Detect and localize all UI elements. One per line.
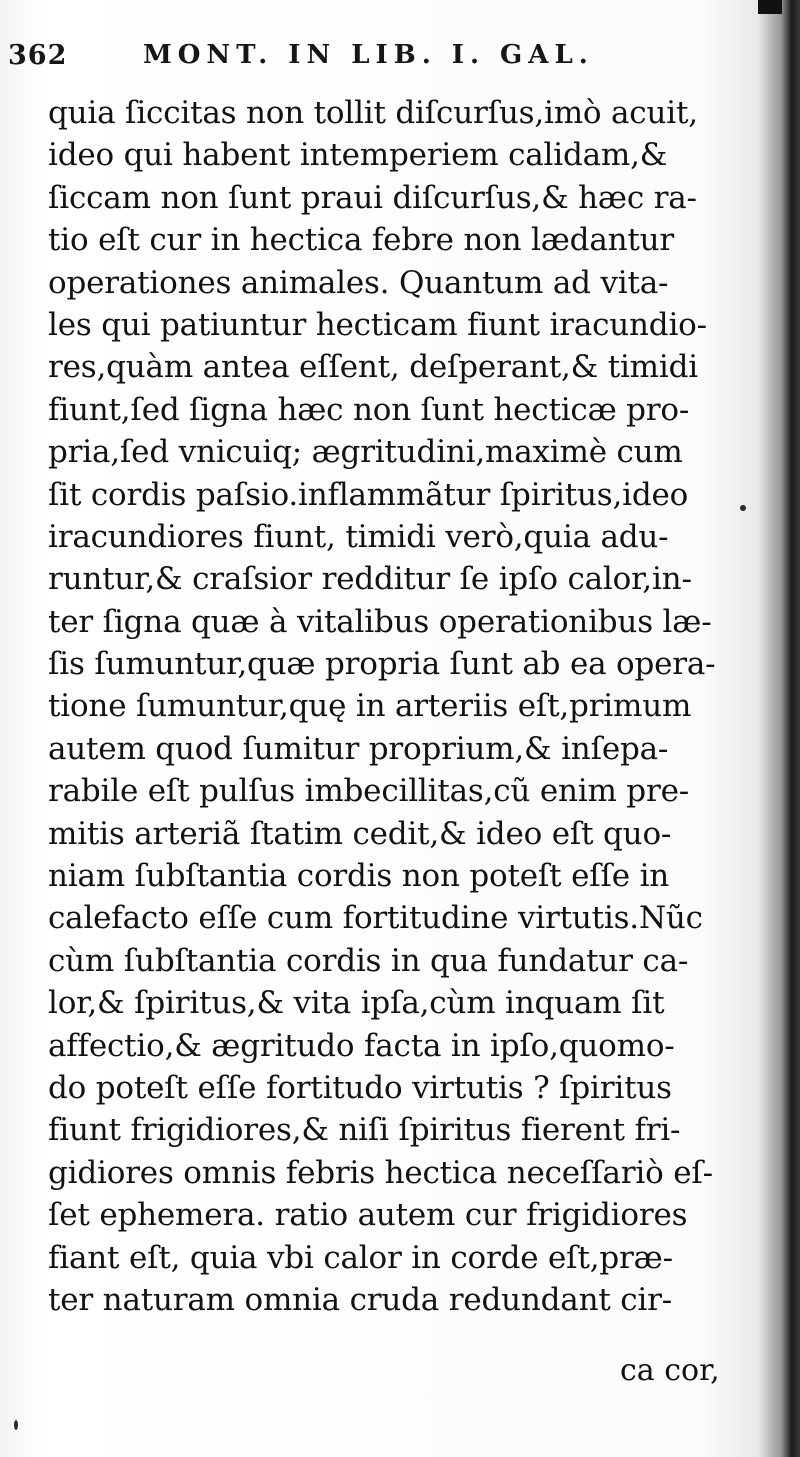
text-line: autem quod ſumitur proprium,& inſepa- [48, 730, 669, 767]
text-line: runtur,& craſsior redditur ſe ipſo calor,in- [48, 561, 692, 598]
text-line: do poteſt eſſe fortitudo virtutis ? ſpiritus [48, 1069, 672, 1106]
text-line: niam ſubſtantia cordis non poteſt eſſe in [48, 858, 670, 895]
text-line: ſiccam non ſunt praui diſcurſus,& hæc ra- [48, 179, 697, 216]
text-line: mitis arteriã ſtatim cedit,& ideo eſt quo- [48, 815, 672, 852]
text-line: lor,& ſpiritus,& vita ipſa,cùm inquam ſit [48, 985, 665, 1022]
text-line: rabile eſt pulſus imbecillitas,cũ enim pre- [48, 773, 689, 810]
text-line: les qui patiuntur hecticam fiunt iracundio- [48, 306, 707, 343]
running-head: MONT. IN LIB. I. GAL. [143, 40, 594, 70]
text-line: quia ſiccitas non tollit diſcurſus,imò acuit, [48, 95, 698, 131]
text-line: ter ſigna quæ à vitalibus operationibus læ- [48, 603, 712, 640]
text-line: pria,ſed vnicuiq; ægritudini,maximè cum [48, 434, 683, 471]
folio-number: 362 [8, 40, 68, 71]
text-line: fiant eſt, quia vbi calor in corde eſt,præ- [48, 1239, 673, 1276]
ink-speck [14, 1420, 18, 1430]
text-line: tio eſt cur in hectica febre non lædantur [48, 222, 675, 259]
text-line: gidiores omnis febris hectica neceſſariò eſ- [48, 1154, 713, 1191]
page-edge-mark [758, 0, 782, 14]
ink-speck [740, 505, 746, 511]
text-line: res,quàm antea eſſent, deſperant,& timidi [48, 349, 698, 386]
text-line: ſis ſumuntur,quæ propria ſunt ab ea opera- [48, 646, 716, 683]
text-line: ſet ephemera. ratio autem cur frigidiores [48, 1197, 688, 1234]
page-gutter-shadow [758, 0, 800, 1457]
text-line: affectio,& ægritudo facta in ipſo,quomo- [48, 1027, 675, 1064]
catchword: ca cor, [620, 1353, 720, 1388]
text-line: cùm ſubſtantia cordis in qua fundatur ca- [48, 942, 689, 979]
text-line: ter naturam omnia cruda redundant cir- [48, 1281, 673, 1318]
page-header [8, 40, 708, 84]
text-line: ideo qui habent intemperiem calidam,& [48, 137, 668, 174]
text-line: tione ſumuntur,quę in arteriis eſt,primum [48, 688, 692, 725]
body-text [48, 92, 728, 1321]
text-line: calefacto eſſe cum fortitudine virtutis.Nũc [48, 900, 703, 937]
text-line: fiunt frigidiores,& niſi ſpiritus fierent fri- [48, 1112, 681, 1149]
text-line: iracundiores fiunt, timidi verò,quia adu- [48, 518, 669, 555]
text-line: operationes animales. Quantum ad vita- [48, 264, 669, 301]
text-line: ſit cordis paſsio.inflammãtur ſpiritus,ideo [48, 476, 689, 513]
text-line: fiunt,ſed ſigna hæc non ſunt hecticæ pro- [48, 391, 690, 428]
